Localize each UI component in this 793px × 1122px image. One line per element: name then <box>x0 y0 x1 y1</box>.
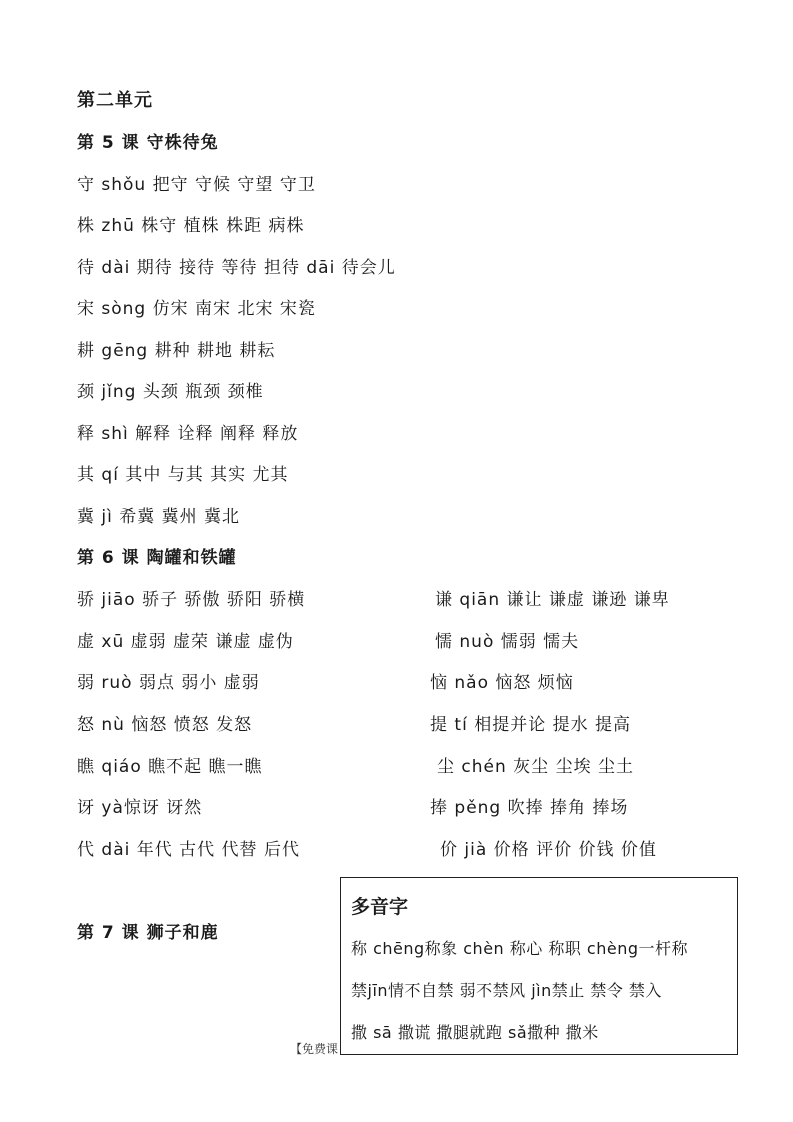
vocab-row-right: 捧 pěng 吹捧 捧角 捧场 <box>430 798 629 818</box>
vocab-row: 宋 sòng 仿宋 南宋 北宋 宋瓷 <box>77 299 316 319</box>
vocab-row: 耕 gēng 耕种 耕地 耕耘 <box>77 341 276 361</box>
polyphone-box <box>340 877 738 1055</box>
polyphone-row: 禁jīn情不自禁 弱不禁风 jìn禁止 禁令 禁入 <box>351 981 662 1000</box>
vocab-row-left: 虚 xū 虚弱 虚荣 谦虚 虚伪 <box>77 632 294 652</box>
vocab-row-left: 瞧 qiáo 瞧不起 瞧一瞧 <box>77 757 263 777</box>
vocab-row: 颈 jǐng 头颈 瓶颈 颈椎 <box>77 382 264 402</box>
vocab-row: 冀 jì 希冀 冀州 冀北 <box>77 507 241 527</box>
vocab-row: 待 dài 期待 接待 等待 担待 dāi 待会儿 <box>77 258 396 278</box>
vocab-row: 守 shǒu 把守 守候 守望 守卫 <box>77 175 316 195</box>
polyphone-row: 称 chēng称象 chèn 称心 称职 chèng一杆称 <box>351 939 689 958</box>
lesson-5-title: 第 5 课 守株待兔 <box>77 133 219 153</box>
footer-text: 【免费课 <box>290 1042 339 1056</box>
vocab-row-left: 讶 yà惊讶 讶然 <box>77 798 203 818</box>
vocab-row-right: 谦 qiān 谦让 谦虚 谦逊 谦卑 <box>435 590 670 610</box>
vocab-row-left: 怒 nù 恼怒 愤怒 发怒 <box>77 715 253 735</box>
vocab-row-right: 懦 nuò 懦弱 懦夫 <box>435 632 580 652</box>
vocab-row-left: 弱 ruò 弱点 弱小 虚弱 <box>77 673 260 693</box>
vocab-row-left: 代 dài 年代 古代 代替 后代 <box>77 840 300 860</box>
vocab-row: 其 qí 其中 与其 其实 尤其 <box>77 465 289 485</box>
polyphone-title: 多音字 <box>351 896 409 918</box>
vocab-row-right: 价 jià 价格 评价 价钱 价值 <box>440 840 657 860</box>
vocab-row-right: 提 tí 相提并论 提水 提高 <box>430 715 632 735</box>
vocab-row: 株 zhū 株守 植株 株距 病株 <box>77 216 305 236</box>
lesson-7-title: 第 7 课 狮子和鹿 <box>77 923 219 943</box>
vocab-row-right: 尘 chén 灰尘 尘埃 尘土 <box>437 757 634 777</box>
vocab-row-right: 恼 nǎo 恼怒 烦恼 <box>430 673 574 693</box>
lesson-6-title: 第 6 课 陶罐和铁罐 <box>77 548 237 568</box>
unit-title: 第二单元 <box>77 90 153 111</box>
vocab-row-left: 骄 jiāo 骄子 骄傲 骄阳 骄横 <box>77 590 306 610</box>
vocab-row: 释 shì 解释 诠释 阐释 释放 <box>77 424 299 444</box>
polyphone-row: 撒 sā 撒谎 撒腿就跑 sǎ撒种 撒米 <box>351 1023 599 1042</box>
